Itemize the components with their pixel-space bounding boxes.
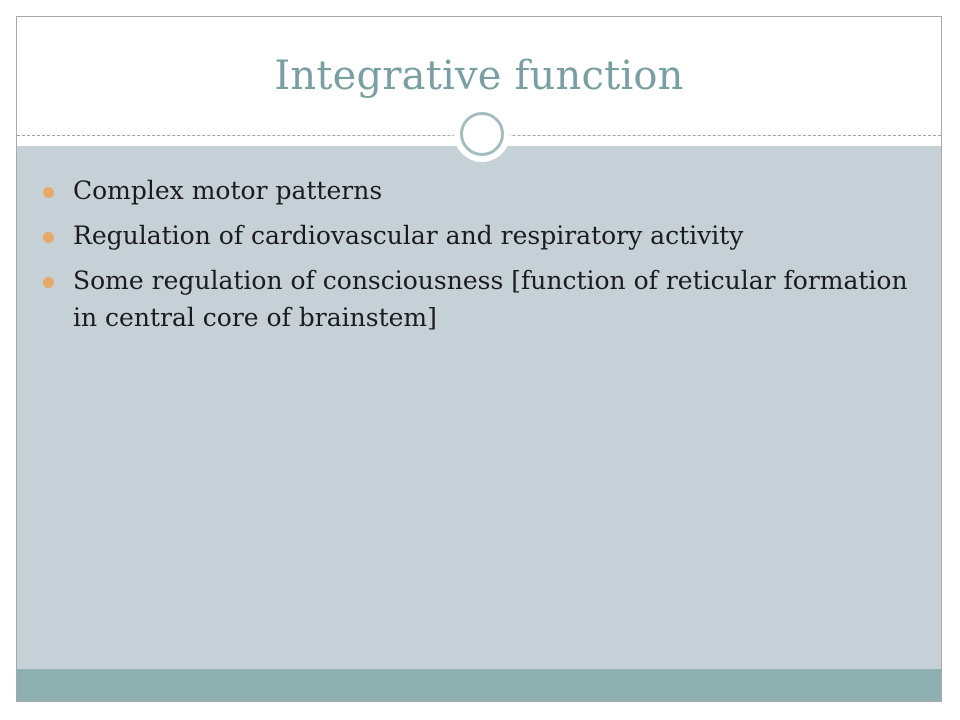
bullet-text: Some regulation of consciousness [function of reticular formation in central core of brainstem] — [73, 266, 908, 332]
bullet-item — [17, 217, 941, 254]
footer-band — [17, 669, 941, 701]
bullet-dot-icon — [43, 232, 54, 243]
bullet-text: Complex motor patterns — [73, 176, 383, 205]
slide-title: Integrative function — [274, 53, 684, 99]
bullet-text: Regulation of cardiovascular and respiratory activity — [73, 221, 744, 250]
bullet-item — [17, 262, 941, 336]
circle-ornament-icon — [454, 106, 510, 162]
bullet-list — [17, 172, 941, 344]
bullet-item — [17, 172, 941, 209]
bullet-dot-icon — [43, 277, 54, 288]
bullet-dot-icon — [43, 187, 54, 198]
slide — [16, 16, 942, 702]
ring-icon — [460, 112, 504, 156]
